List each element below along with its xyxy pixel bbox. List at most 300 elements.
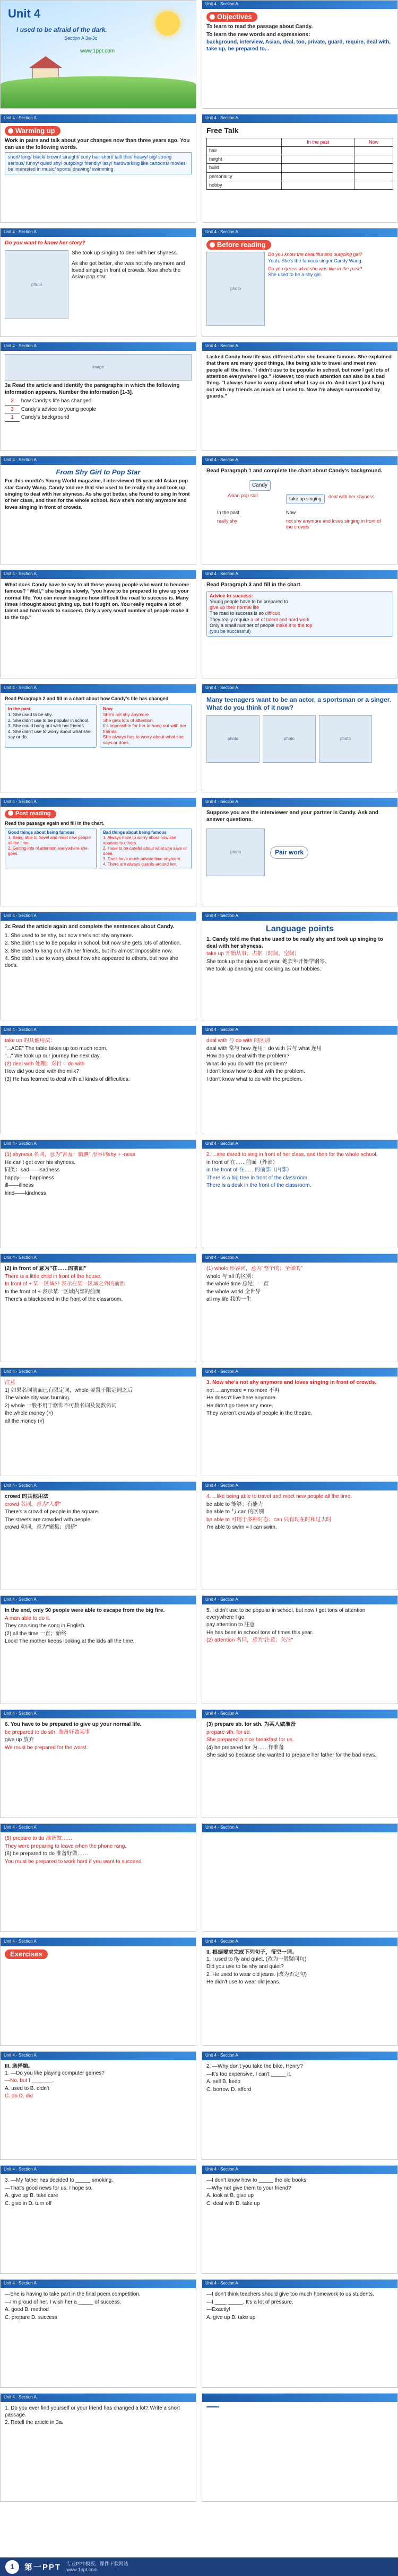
advice-answer: a lot of talent and hard work [250,616,310,622]
note-line: (3) prepare sb. for sth. 为某人做准备 [206,1722,296,1727]
exercise-line: —I don't think teachers should give too much homework to us students. [206,2291,374,2297]
note-line: pay attention to 注意 [206,1622,255,1628]
objective-words: background, interview, Asian, deal, too, private, guard, require, deal with, take up, be prepared to... [206,39,391,52]
note-line: the whole money (×) [5,1410,53,1416]
slide-row-15 [0,1595,398,1704]
slide-topbar [202,1710,397,1718]
slide-body [5,1266,192,1358]
note-slide[interactable] [202,1026,398,1134]
slide-breadcrumb: Unit 4 · Section A [205,1141,238,1146]
slide-topbar [1,1482,196,1490]
slide-topbar [1,1140,196,1149]
paragraph-text: I asked Candy how life was different after she became famous. She explained that there are many good things, like being able to travel and meet new people all the time. "I didn't use to be popular in school, but now I get lots of attention everywhere I go." However, too much attention can also be a bad thing. "I always have to worry about what I say or do. And I can't just hang out with my friends as much as I used to. Now I'm always surrounded by guards." [206,354,392,400]
slide-breadcrumb: Unit 4 · Section A [4,1255,37,1260]
slide-body [206,2063,393,2156]
free-talk-table: In the past Now hair height build personality hobby [206,138,393,190]
advice-line: Only a small number of people [210,622,275,628]
slide-breadcrumb: Unit 4 · Section A [205,2053,238,2058]
paragraph-2-slide[interactable] [202,342,398,451]
slide-topbar [202,1482,397,1490]
language-points-slide[interactable] [202,912,398,1020]
past-item: 3. She could hang out with her friends. [8,723,85,729]
slide-topbar [1,2166,196,2174]
note-line: all the money (√) [5,1418,45,1424]
slide-body [5,2291,192,2384]
note-line: Look! The mother keeps looking at the kids all the time. [5,1638,135,1644]
exercise-option[interactable]: A. give up B. take care [5,2193,58,2199]
advice-tip: (you be successful) [210,629,251,634]
homework-slide[interactable] [202,2393,398,2502]
slide-breadcrumb: Unit 4 · Section A [4,1825,37,1830]
objective-line: To learn the new words and expressions: [206,31,310,38]
note-line: (6) be prepared to do 准备好做…… [5,1851,88,1857]
note-line: I don't know what to do with the problem. [206,1076,302,1082]
story-intro-slide[interactable] [0,228,196,337]
slide-row-6 [0,570,398,678]
note-line: deal with 常与 how 连用；do with 常与 what 连用 [206,1045,322,1052]
slide-topbar [202,1254,397,1263]
note-line: He doesn't live here anymore. [206,1395,277,1401]
bullet-icon [210,14,215,20]
slide-body [206,354,393,447]
note-line: He has been in school tons of times this year. [206,1629,314,1636]
slide-topbar [202,1824,397,1832]
slide-breadcrumb: Unit 4 · Section A [4,2053,37,2058]
tagline-url[interactable]: www.1ppt.com [66,2566,98,2572]
slide-breadcrumb: Unit 4 · Section A [205,1711,238,1716]
note-line: (5) prepare to do 准备做…… [5,1836,73,1841]
advice-heading: Advice to success: [210,593,253,598]
note-line: She prepared a nice breakfast for us. [206,1737,294,1743]
slide-topbar [202,570,397,579]
slide-breadcrumb: Unit 4 · Section A [4,1027,37,1032]
past-label: In the past [217,509,240,515]
past-label: In the past [8,706,31,712]
chart-p1-slide[interactable] [202,456,398,564]
exercise-line: —She is having to take part in the final poem competition. [5,2291,141,2297]
slide-topbar [202,684,397,693]
question-1: Do you know the beautiful and outgoing girl? [268,252,362,258]
note-line: deal with 与 do with 的区别 [206,1038,270,1044]
slide-topbar [1,342,196,351]
note-line: kind——kindness [5,1190,46,1196]
objectives-slide[interactable] [202,0,398,109]
slide-breadcrumb: Unit 4 · Section A [205,913,238,918]
note-line: not ... anymore = no more 不再 [206,1387,280,1393]
slide-body [5,924,192,1017]
note-line: What do you do with the problem? [206,1061,287,1067]
slide-row-4 [0,342,398,451]
slide-body [5,1152,192,1245]
slide-topbar [1,114,196,123]
slide-topbar [1,2052,196,2060]
slide-body [206,1494,393,1586]
note-slide[interactable] [0,1026,196,1134]
chart-p3-slide[interactable] [202,570,398,678]
note-line: You must be prepared to work hard if you want to succeed. [5,1858,143,1865]
cover-slide[interactable] [0,0,196,109]
answer-blank[interactable]: 1 [5,414,20,422]
bad-label: Bad things about being famous [103,830,167,835]
good-column [5,828,97,869]
note-slide[interactable] [0,1823,196,1932]
slide-topbar [202,456,397,465]
tagline-line: 专业PPT模板、课件下载网站 [66,2561,128,2566]
bad-column [100,828,192,869]
note-line: (1) whole 形容词，意为"整个的；全部的" [206,1266,303,1272]
note-line: the whole time 总是；一直 [206,1281,269,1287]
note-slide[interactable] [0,1595,196,1704]
note-line: 6. You have to be prepared to give up your normal life. [5,1722,142,1727]
slide-row-14 [0,1481,398,1590]
note-line: be able to 与 can 的区别 [206,1509,264,1515]
task-text: 3c Read the article again and complete the sentences about Candy. [5,924,175,930]
slide-body [5,468,192,561]
house-roof-graphic [29,56,62,68]
pair-photo: photo [206,828,265,876]
slide-breadcrumb: Unit 4 · Section A [205,343,238,348]
slide-topbar [1,2280,196,2288]
note-line: give up 放弃 [5,1737,34,1743]
slide-breadcrumb: Unit 4 · Section A [4,2395,37,2399]
note-line: crowd 名词，意为"人群" [5,1501,62,1507]
slide-breadcrumb: Unit 4 · Section A [4,685,37,690]
slide-body [5,1722,192,1814]
slide-breadcrumb: Unit 4 · Section A [4,799,37,804]
left-node: Asian pop star [228,492,258,498]
note-line: In the front of + 表示某一区域内部的前面 [5,1289,101,1295]
sun-graphic [155,11,180,36]
exercise-line: —I'm proud of her. I wish her a _____ of success. [5,2299,122,2305]
slide-topbar [1,1368,196,1377]
past-item: 2. She didn't use to be popular in school. [8,717,90,723]
slide-row-17 [0,1823,398,1932]
note-slide[interactable] [0,1709,196,1818]
note-line: in the front of 在……的前部（内部） [206,1167,292,1173]
slide-body [5,1038,192,1131]
slide-breadcrumb: Unit 4 · Section A [205,1027,238,1032]
slide-breadcrumb: Unit 4 · Section A [205,2,238,6]
slide-body [206,696,393,789]
slide-breadcrumb: Unit 4 · Section A [4,230,37,234]
note-line: (2) in front of 意为"在……的前面" [5,1266,86,1272]
exam-link-slide[interactable] [0,2279,196,2388]
slide-row-13 [0,1368,398,1476]
passage-p1-slide[interactable] [0,456,196,564]
slide-breadcrumb: Unit 4 · Section A [4,1939,37,1944]
exercise-option[interactable]: —Exactly! [206,2307,231,2313]
slide-body [206,1380,393,1472]
slide-body [5,2177,192,2270]
actor-photo: photo [206,715,259,763]
note-line: They can sing the song in English. [5,1623,86,1629]
exercises-slide[interactable] [0,2165,196,2274]
task-text: III. 选择题。 [5,2063,33,2069]
exercise-option[interactable]: A. sell B. keep [206,2079,240,2085]
note-line: prepare sth. for sb. [206,1729,251,1735]
slide-topbar [1,1026,196,1035]
slide-breadcrumb: Unit 4 · Section A [205,1483,238,1488]
slide-body [206,582,393,675]
note-line: The whole city was burning. [5,1395,71,1401]
slide-row-11 [0,1140,398,1248]
exercise-line: 2. —Why don't you take the bike, Henry? [206,2063,303,2069]
note-slide[interactable] [202,1709,398,1818]
slide-body [5,240,192,333]
note-slide[interactable] [0,1254,196,1362]
note-line: "..." We took up our journey the next day. [5,1053,101,1059]
slide-row-9 [0,912,398,1020]
note-line: They weren't crowds of people in the theatre. [206,1410,313,1416]
slide-topbar [202,2166,397,2174]
bullet-icon [8,810,13,816]
point-line: take up 开始从事；占据（时间、空间） [206,951,300,957]
center-node: Candy [249,480,271,491]
slide-title: Free Talk [206,126,239,135]
note-slide[interactable] [0,1140,196,1248]
note-line: be prepared to do sth. 准备好做某事 [5,1729,90,1735]
slide-topbar [1,684,196,693]
summary-slide[interactable] [0,1937,196,2046]
note-line: In front of + 某一区域外 表示在某一区域之外的前面 [5,1281,125,1287]
note-line: 3. Now she's not shy anymore and loves singing in front of crowds. [206,1380,377,1386]
slide-breadcrumb: Unit 4 · Section A [4,913,37,918]
past-item: 1. She used to be shy. [8,711,53,717]
pair-work-slide[interactable] [202,798,398,906]
slide-topbar [1,456,196,465]
note-line: (2) deal with 处理；对付 = do with [5,1061,85,1067]
slide-title [206,2406,219,2407]
before-reading-slide[interactable] [202,228,398,337]
free-talk-slide[interactable] [202,114,398,223]
note-line: There is a little child in front of the house. [5,1273,102,1280]
warming-up-slide[interactable] [0,114,196,223]
exercise-option[interactable]: C. give in D. turn off [5,2200,52,2207]
exercise-line: Did you use to be shy and quiet? [206,1964,284,1970]
slide-topbar [1,798,196,807]
right-node-1: take up singing [286,494,325,504]
note-slide[interactable] [202,1140,398,1248]
advice-answer: make it to the top [275,622,313,628]
brand-tagline [66,2561,128,2573]
note-line: (1) shyness 名词，意为"害羞；腼腆" 形容词shy + -ness [5,1152,135,1158]
slide-topbar [202,114,397,123]
slide-topbar [202,1026,397,1035]
chart-p2-slide[interactable] [0,684,196,792]
slide-topbar [202,912,397,921]
slide-topbar [1,1254,196,1263]
note-slide[interactable] [202,1254,398,1362]
exercise-line: —I ____ _____. It's a lot of pressure. [206,2299,293,2305]
exercises-slide[interactable] [202,1937,398,2046]
banner-image: image [5,354,192,381]
slide-row-3 [0,228,398,337]
note-line: 1) 如果名词前面已有限定词，whole 要置于限定词之后 [5,1387,133,1393]
note-line: be able to 可用于多种时态；can 只有现在时和过去时 [206,1516,332,1523]
slide-breadcrumb: Unit 4 · Section A [205,457,238,462]
slide-body [5,1608,192,1700]
sportsman-photo: photo [263,715,316,763]
note-slide[interactable] [202,1368,398,1476]
note-line: We must be prepared for the worst. [5,1744,88,1751]
point-line: We took up dancing and cooking as our hobbies. [206,966,322,972]
site-footer [0,2557,398,2576]
slide-body [5,582,192,675]
slide-topbar [1,2394,196,2402]
slide-body [206,1152,393,1245]
slide-body [5,810,192,903]
note-line: "...ACE" The table takes up too much room. [5,1045,108,1052]
exercise-option[interactable]: A. good B. method [5,2307,49,2313]
note-line: 4. ...like being able to travel and meet new people all the time. [206,1494,352,1499]
note-line: (2) attention 名词，意为"注意；关注" [206,1637,293,1643]
advice-line: Young people have to be prepared to [210,598,288,604]
slide-topbar [202,1596,397,1604]
task-3c-slide[interactable] [0,912,196,1020]
advice-answer: difficult [265,611,280,616]
task-3a-slide[interactable] [0,342,196,451]
task-text: Read the passage again and fill in the chart. [5,820,105,826]
slide-title: Objectives [206,12,257,22]
slide-body [206,1722,393,1814]
passage-p3-slide[interactable] [0,570,196,678]
slide-body [206,1038,393,1131]
exercise-line: —I don't know how to _____ the old books. [206,2177,308,2183]
slide-breadcrumb: Unit 4 · Section A [4,1483,37,1488]
item-text: Candy's background [21,414,70,420]
task-text: Read Paragraph 1 and complete the chart about Candy's background. [206,468,383,474]
slide-topbar [202,1140,397,1149]
now-item: She's not shy anymore [103,711,149,717]
slide-breadcrumb: Unit 4 · Section A [4,1141,37,1146]
slide-breadcrumb: Unit 4 · Section A [4,116,37,120]
question-text: Do you want to know her story? [5,240,85,246]
note-line: take up 的其他用法： [5,1038,56,1044]
note-line: in front of 在……前面（外部） [206,1159,278,1166]
exercise-answer: C. do D. did [5,2093,33,2099]
slide-breadcrumb: Unit 4 · Section A [205,1255,238,1260]
note-line: The streets are crowded with people. [5,1516,92,1523]
objective-line: To learn to read the passage about Candy. [206,24,313,30]
note-line: He didn't go there any more. [206,1402,273,1409]
sentence: 2. She didn't use to be popular in school, but now she gets lots of attention. [5,940,181,946]
exercises-slide[interactable] [202,2051,398,2160]
slide-body [206,1949,393,2042]
bad-item: 3. Don't have much private time anymore. [103,857,181,861]
brand-logo[interactable]: 1 [5,2560,19,2574]
sentence: 4. She didn't use to worry about how she appeared to others, but now she does. [5,956,178,968]
story-text: She took up singing to deal with her shyness. [72,250,178,256]
exercise-line: 2. Retell the article in 3a. [5,2420,64,2425]
slide-breadcrumb: Unit 4 · Section A [4,1369,37,1374]
note-line: She said so because she wanted to prepare her father for the bad news. [206,1752,377,1758]
note-slide[interactable] [202,1481,398,1590]
note-line: (4) be prepared for 为……作准备 [206,1744,284,1751]
slide-row-10 [0,1026,398,1134]
exercise-line: 2. He used to wear old jeans. (改为否定句) [206,1971,307,1978]
note-line: ill——illness [5,1183,34,1188]
exercise-option[interactable]: C. deal with D. take up [206,2200,260,2207]
slide-topbar [1,1938,196,1946]
past-column [5,704,97,747]
note-line: There's a blackboard in the front of the classroom. [5,1296,123,1302]
slide-topbar [1,1824,196,1832]
slide-body [5,1836,192,1928]
past-item: 4. She didn't use to worry about what she say or do. [8,728,91,740]
slide-body [206,240,393,333]
slide-row-19 [0,2051,398,2160]
slide-body [5,126,192,219]
slide-topbar [202,798,397,807]
slide-body [206,924,393,1017]
slide-row-18 [0,1937,398,2046]
passage-title: From Shy Girl to Pop Star [56,468,141,476]
slide-breadcrumb: Unit 4 · Section A [4,2281,37,2286]
teenagers-question-slide[interactable] [202,684,398,792]
pair-work-tag: Pair work [270,846,308,859]
slide-body [5,2405,192,2498]
question-2: Do you guess what she was like in the past? [268,266,362,271]
slide-title: Warming up [5,126,60,136]
task-text: Read Paragraph 2 and fill in a chart about how Candy's life has changed [5,696,169,701]
advice-line: The road to success is so [210,611,264,616]
singer-photo: photo [5,250,68,319]
paragraph-text: What does Candy have to say to all those young people who want to become famous? "Well," she begins slowly, "you have to be prepared to give up your normal life. You can never imagine how difficult the road to success is. Many times I thought about giving up, but I fought on. You really require a lot of talent and hard work to succeed. Only a very small number of people make it to the top." [5,582,189,621]
answer-blank[interactable]: 3 [5,407,20,414]
slide-topbar [1,228,196,237]
exercises-slide[interactable] [0,2393,196,2502]
slide-breadcrumb: Unit 4 · Section A [205,116,238,120]
singer-photo: photo [206,252,265,326]
slide-body [5,1949,192,2042]
note-slide[interactable] [202,1595,398,1704]
slide-row-1 [0,0,398,109]
note-line: There's a crowd of people in the square. [5,1509,100,1515]
slide-topbar [202,1,397,9]
slide-body [5,1380,192,1472]
note-slide[interactable] [0,1368,196,1476]
exercises-slide[interactable] [202,2165,398,2274]
note-slide[interactable] [202,1823,398,1932]
exercise-option[interactable]: A. give up B. take up [206,2314,256,2321]
note-line: crowd 动词，意为"聚集；拥挤" [5,1524,77,1530]
slide-body [206,468,393,561]
item-text: Candy's advice to young people [21,406,97,412]
exercises-slide[interactable] [202,2279,398,2388]
brand-name[interactable]: 第一PPT [24,2563,62,2572]
note-line: How did you deal with the milk? [5,1069,80,1074]
exercise-option[interactable]: C. borrow D. afford [206,2086,252,2093]
slide-topbar [1,1710,196,1718]
advice-box [206,591,393,637]
slide-breadcrumb: Unit 4 · Section A [4,571,37,576]
exercise-option[interactable]: A. look at B. give up [206,2193,254,2199]
advice-answer: give up their normal life [210,605,259,610]
slide-breadcrumb: Unit 4 · Section A [4,1597,37,1602]
answer-2: She used to be a shy girl. [268,272,322,277]
post-reading-slide[interactable] [0,798,196,906]
bullet-icon [8,128,13,134]
answer-blank[interactable]: 2 [5,398,20,405]
grass-graphic [1,76,196,108]
note-slide[interactable] [0,1481,196,1590]
now-label: Now [103,706,113,712]
slide-topbar [202,228,397,237]
slide-row-22 [0,2393,398,2502]
exercises-slide[interactable] [0,2051,196,2160]
note-line: the whole world 全世界 [206,1289,261,1295]
exercise-option[interactable]: C. prepare D. success [5,2314,57,2321]
